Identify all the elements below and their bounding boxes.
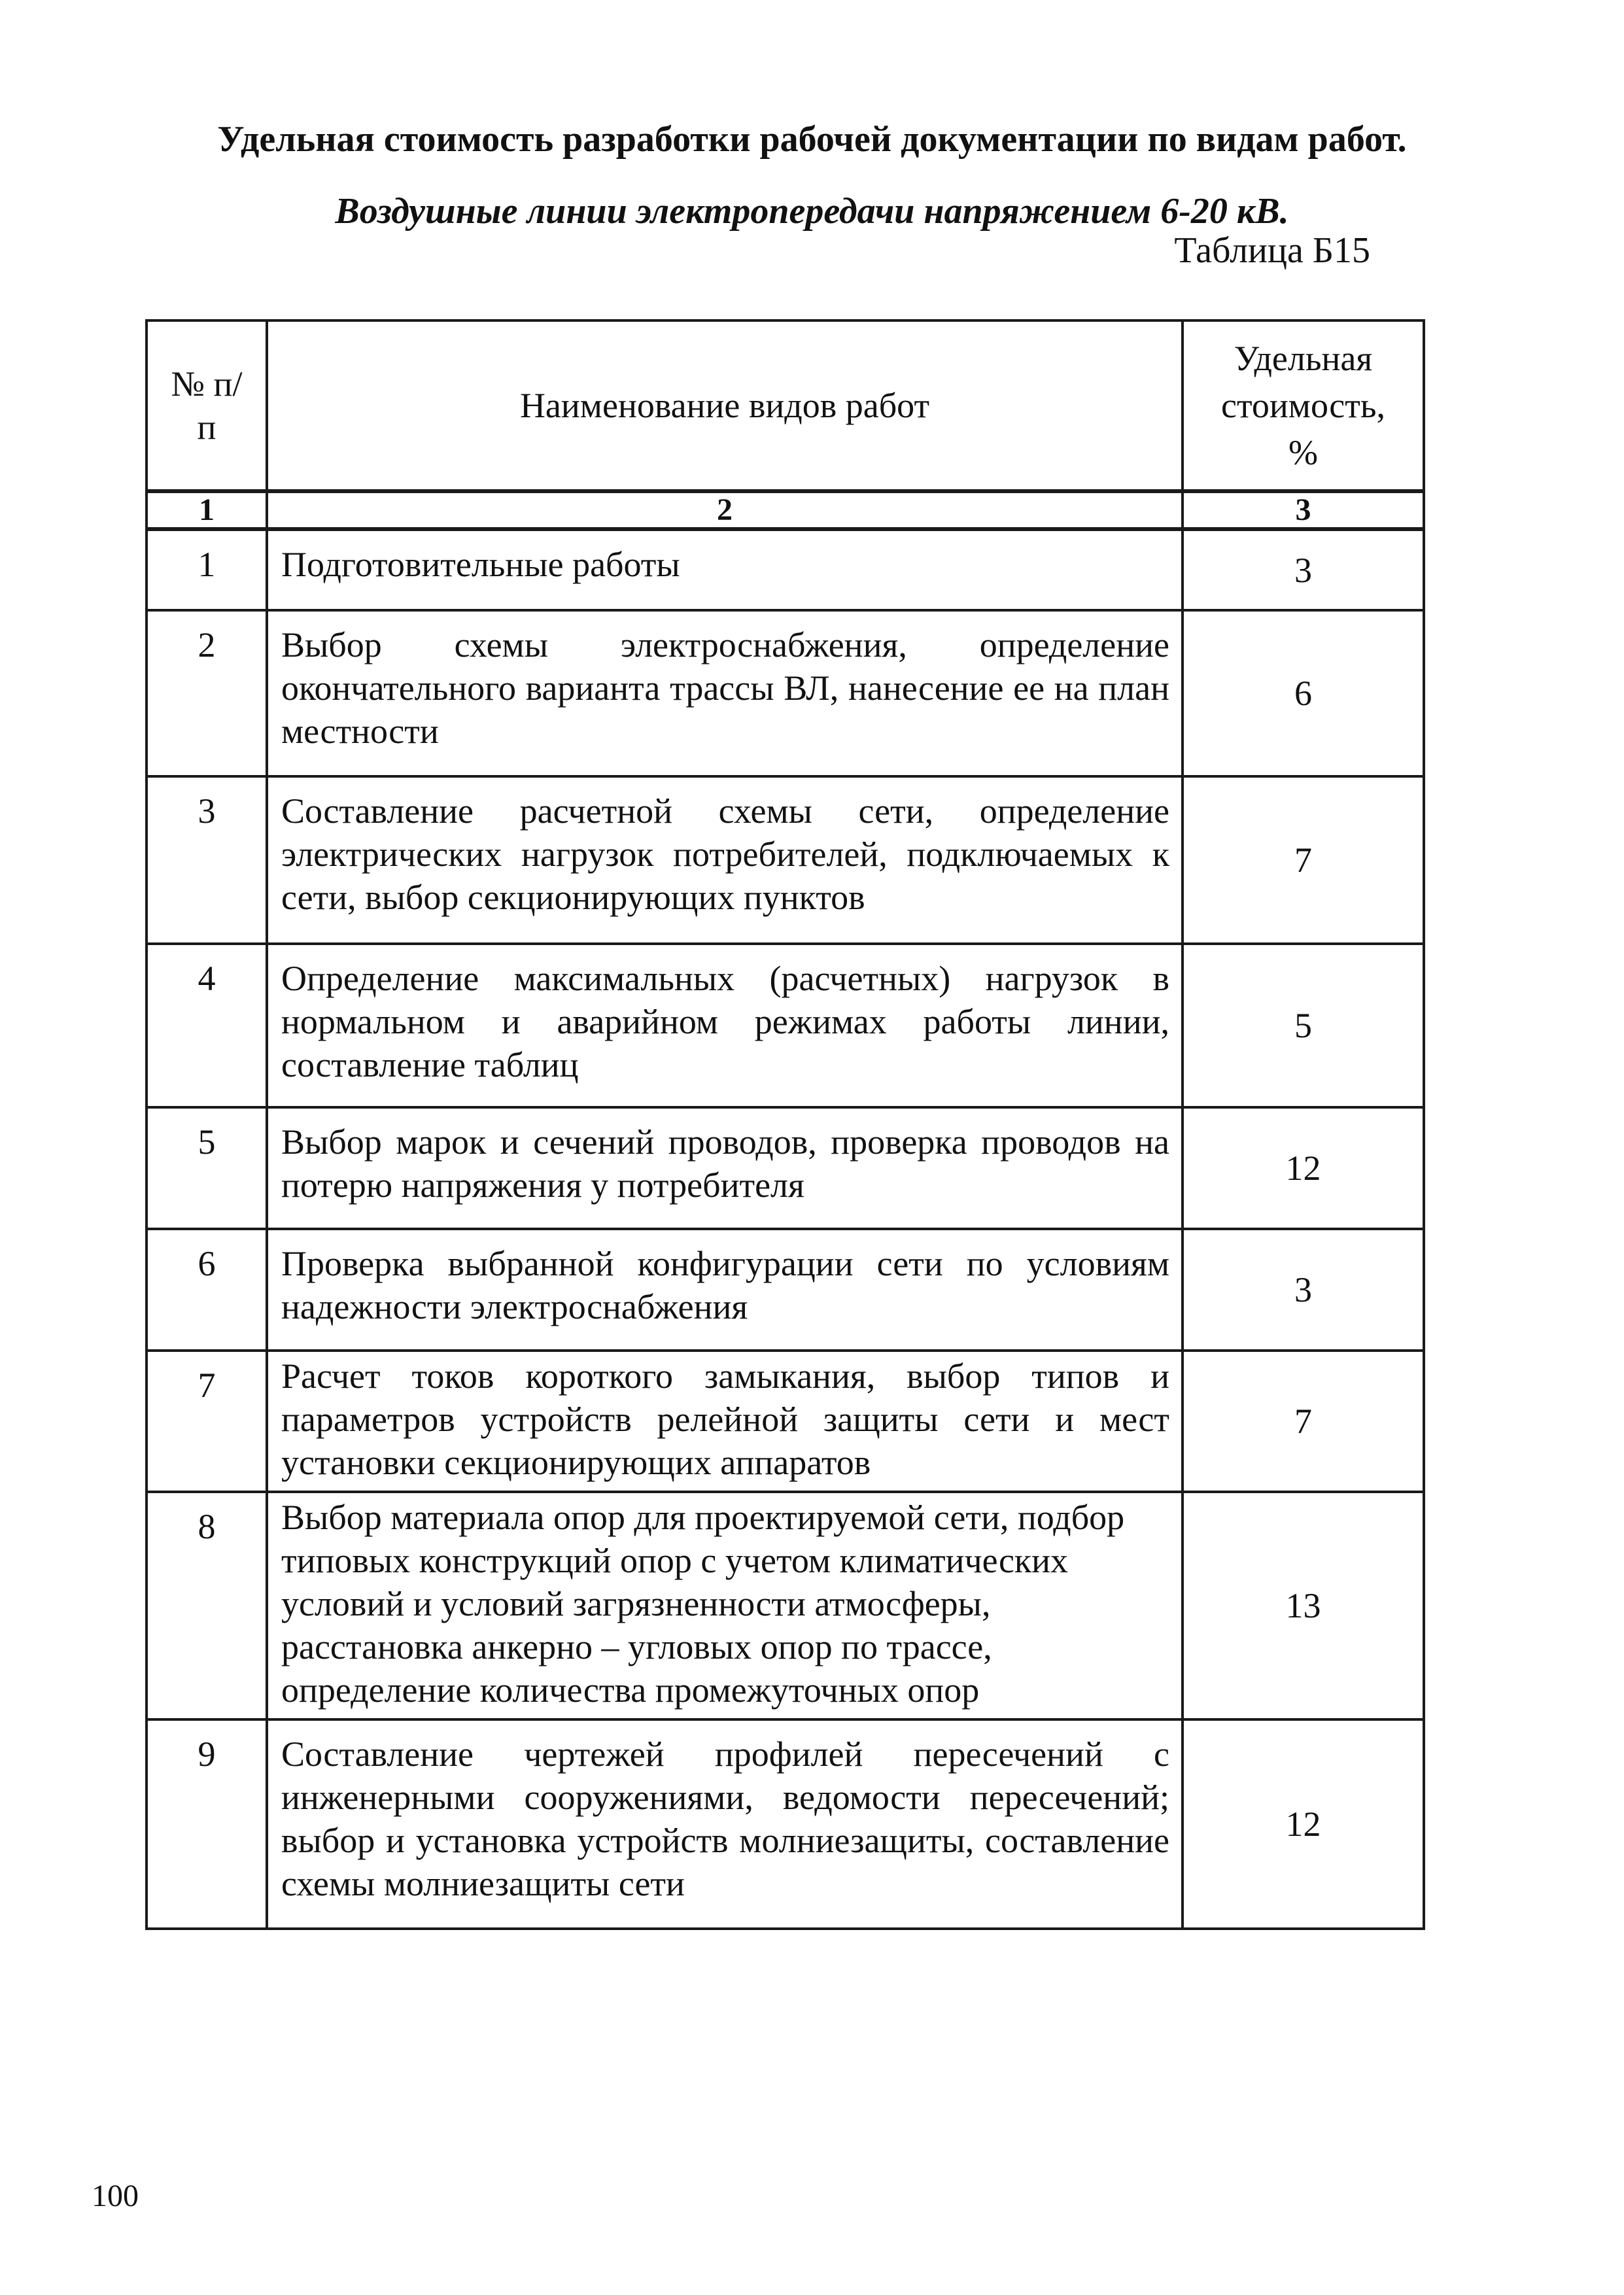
column-number: 1 [147, 491, 267, 529]
row-work-name: Составление расчетной схемы сети, определение электрических нагрузок потребителей, подключаемых к сети, выбор секционирующих пунктов [267, 776, 1183, 944]
row-number: 8 [147, 1492, 267, 1719]
header-unit-cost-line2: стоимость, [1221, 386, 1385, 425]
table-row [147, 610, 1424, 776]
row-cost-value: 12 [1183, 1107, 1424, 1229]
header-unit-cost-line1: Удельная [1234, 339, 1373, 378]
header-unit-cost [1183, 320, 1424, 491]
row-number: 9 [147, 1719, 267, 1929]
row-work-name: Составление чертежей профилей пересечений с инженерными сооружениями, ведомости пересечений; выбор и установка устройств молниезащиты, составление схемы молниезащиты сети [267, 1719, 1183, 1929]
table-header-row [147, 320, 1424, 491]
row-number: 6 [147, 1229, 267, 1351]
row-work-name: Выбор схемы электроснабжения, определение окончательного варианта трассы ВЛ, нанесение ее на план местности [267, 610, 1183, 776]
cost-table [145, 319, 1425, 1930]
row-number: 4 [147, 944, 267, 1107]
table-row [147, 1351, 1424, 1492]
column-number: 2 [267, 491, 1183, 529]
row-cost-value: 7 [1183, 1351, 1424, 1492]
header-number: № п/п [147, 320, 267, 491]
table-row [147, 1107, 1424, 1229]
row-number: 3 [147, 776, 267, 944]
table-label: Таблица Б15 [1174, 230, 1370, 271]
row-cost-value: 3 [1183, 529, 1424, 610]
row-cost-value: 12 [1183, 1719, 1424, 1929]
row-work-name: Расчет токов короткого замыкания, выбор типов и параметров устройств релейной защиты сети и мест установки секционирующих аппаратов [267, 1351, 1183, 1492]
row-number: 1 [147, 529, 267, 610]
header-unit-cost-line3: % [1288, 433, 1318, 472]
header-work-name: Наименование видов работ [267, 320, 1183, 491]
row-cost-value: 3 [1183, 1229, 1424, 1351]
row-cost-value: 6 [1183, 610, 1424, 776]
row-cost-value: 13 [1183, 1492, 1424, 1719]
table-row [147, 529, 1424, 610]
table-row [147, 1229, 1424, 1351]
column-number: 3 [1183, 491, 1424, 529]
page-number: 100 [92, 2179, 139, 2213]
table-row [147, 944, 1424, 1107]
row-work-name: Проверка выбранной конфигурации сети по условиям надежности электроснабжения [267, 1229, 1183, 1351]
column-number-row [147, 491, 1424, 529]
row-cost-value: 5 [1183, 944, 1424, 1107]
row-number: 7 [147, 1351, 267, 1492]
row-number: 2 [147, 610, 267, 776]
table-row [147, 776, 1424, 944]
row-cost-value: 7 [1183, 776, 1424, 944]
table-row [147, 1492, 1424, 1719]
document-title: Удельная стоимость разработки рабочей документации по видам работ. [217, 119, 1407, 160]
row-work-name: Подготовительные работы [267, 529, 1183, 610]
row-work-name: Выбор материала опор для проектируемой сети, подбор типовых конструкций опор с учетом климатических условий и условий загрязненности атмосферы, расстановка анкерно – угловых опор по трассе, определение количества промежуточных опор [267, 1492, 1183, 1719]
document-subtitle: Воздушные линии электропередачи напряжением 6-20 кВ. [335, 191, 1289, 232]
row-work-name: Выбор марок и сечений проводов, проверка проводов на потерю напряжения у потребителя [267, 1107, 1183, 1229]
row-work-name: Определение максимальных (расчетных) нагрузок в нормальном и аварийном режимах работы линии, составление таблиц [267, 944, 1183, 1107]
table-row [147, 1719, 1424, 1929]
row-number: 5 [147, 1107, 267, 1229]
